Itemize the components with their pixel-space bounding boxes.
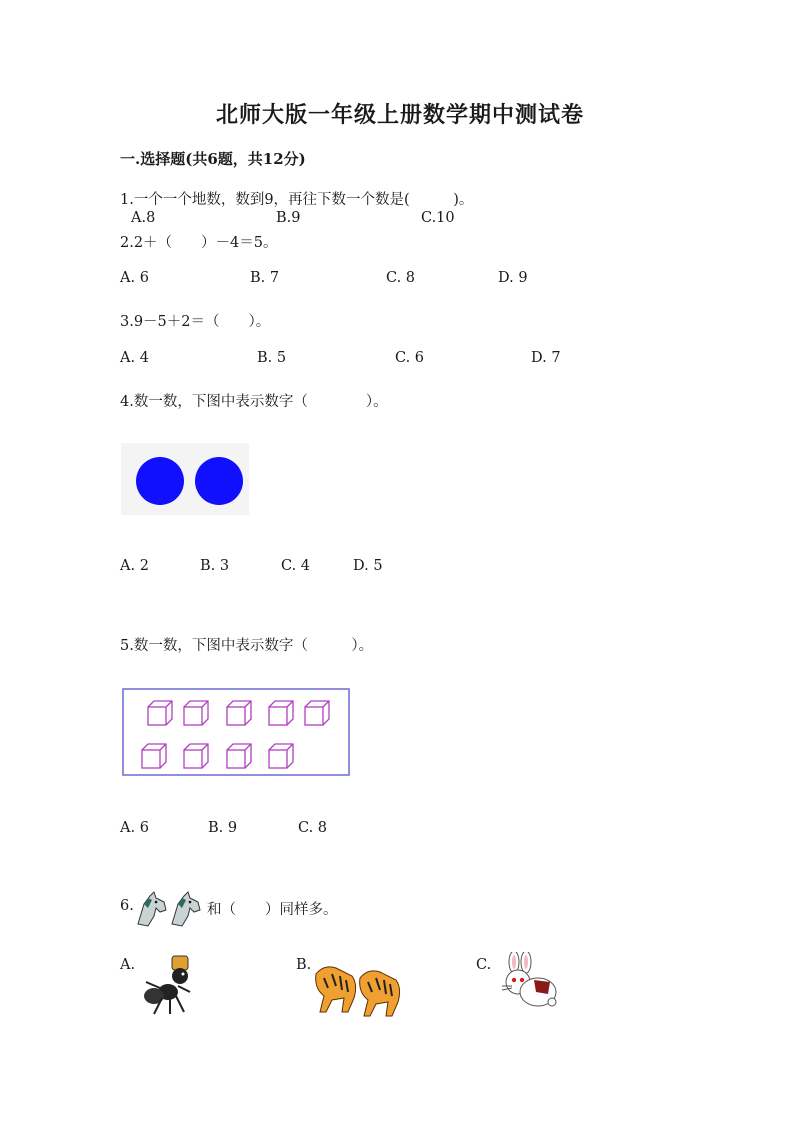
- cube-icon: [142, 744, 166, 768]
- q3-option-d[interactable]: D. 7: [531, 350, 561, 366]
- q4-option-b[interactable]: B. 3: [200, 558, 230, 574]
- q6-option-a[interactable]: A.: [120, 957, 136, 973]
- cube-icon: [148, 701, 172, 725]
- question-4: 4.数一数，下图中表示数字（ ）。: [120, 394, 388, 410]
- page-title: 北师大版一年级上册数学期中测试卷: [215, 102, 584, 128]
- q4-option-d[interactable]: D. 5: [353, 558, 383, 574]
- question-3: 3.9－5＋2＝（ ）。: [120, 314, 271, 330]
- q5-option-b[interactable]: B. 9: [208, 820, 238, 836]
- question-2: 2.2＋（ ）－4＝5。: [120, 235, 278, 251]
- q3-option-b[interactable]: B. 5: [257, 350, 287, 366]
- cube-icon: [184, 701, 208, 725]
- tiger-icon: [316, 967, 356, 1012]
- q6-option-b[interactable]: B.: [296, 957, 312, 973]
- cube-icon: [184, 744, 208, 768]
- tiger-icon: [360, 971, 400, 1016]
- question-6-text: 和（ ）同样多。: [207, 902, 338, 918]
- q3-option-a[interactable]: A. 4: [120, 350, 149, 366]
- blue-circle: [195, 457, 243, 505]
- section-heading: 一.选择题(共6题，共12分): [120, 150, 306, 168]
- blue-circle: [136, 457, 184, 505]
- q3-option-c[interactable]: C. 6: [395, 350, 425, 366]
- question-6-number: 6.: [120, 898, 134, 914]
- q2-option-a[interactable]: A. 6: [120, 270, 149, 286]
- cube-icon: [305, 701, 329, 725]
- q1-option-c[interactable]: C.10: [421, 210, 455, 226]
- horse-head-icon: [172, 892, 200, 926]
- q4-option-a[interactable]: A. 2: [120, 558, 149, 574]
- q2-option-d[interactable]: D. 9: [498, 270, 528, 286]
- q5-option-a[interactable]: A. 6: [120, 820, 149, 836]
- q4-option-c[interactable]: C. 4: [281, 558, 311, 574]
- q2-option-c[interactable]: C. 8: [386, 270, 416, 286]
- tigers-picture: [312, 954, 404, 1018]
- q1-option-a[interactable]: A.8: [131, 210, 156, 226]
- question-1: 1.一个一个地数，数到9，再往下数一个数是( )。: [120, 192, 474, 208]
- circles-figure: [121, 443, 249, 515]
- question-5: 5.数一数，下图中表示数字（ ）。: [120, 638, 374, 654]
- horses-picture: [134, 890, 206, 930]
- cube-icon: [269, 744, 293, 768]
- q1-option-b[interactable]: B.9: [276, 210, 301, 226]
- horse-head-icon: [138, 892, 166, 926]
- cubes-figure: [122, 688, 350, 776]
- cube-icon: [269, 701, 293, 725]
- rabbit-picture: [494, 952, 564, 1014]
- cube-icon: [227, 744, 251, 768]
- q6-option-c[interactable]: C.: [476, 957, 492, 973]
- q2-option-b[interactable]: B. 7: [250, 270, 280, 286]
- cube-icon: [227, 701, 251, 725]
- ant-picture: [140, 952, 200, 1020]
- q5-option-c[interactable]: C. 8: [298, 820, 328, 836]
